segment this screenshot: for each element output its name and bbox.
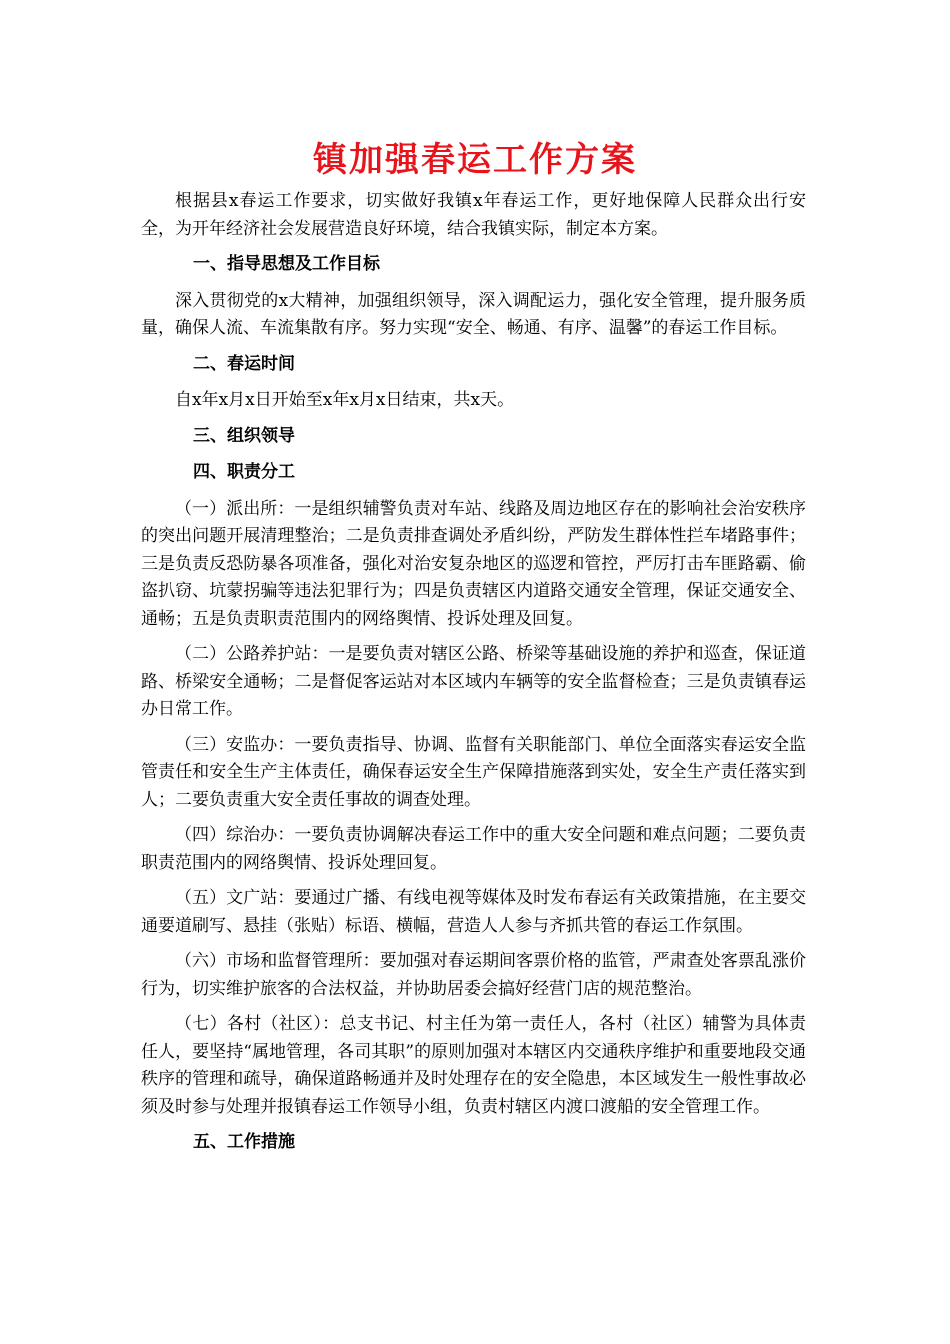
- responsibility-comprehensive-office: （四）综治办：一要负责协调解决春运工作中的重大安全问题和难点问题；二要负责职责范围内的网络舆情、投诉处理回复。: [141, 825, 806, 873]
- responsibility-villages: （七）各村（社区）：总支书记、村主任为第一责任人，各村（社区）辅警为具体责任人，要坚持“属地管理，各司其职”的原则加强对本辖区内交通秩序维护和重要地段交通秩序的管理和疏导，确保道路畅通并及时处理存在的安全隐患，本区域发生一般性事故必须及时参与处理并报镇春运工作领导小组，负责村辖区内渡口渡船的安全管理工作。: [141, 1014, 806, 1117]
- section-heading-time: 二、春运时间: [193, 353, 295, 374]
- document-body: [141, 188, 806, 1166]
- responsibility-market-supervision: （六）市场和监督管理所：要加强对春运期间客票价格的监管，严肃查处客票乱涨价行为，切实维护旅客的合法权益，并协助居委会搞好经营门店的规范整治。: [141, 951, 806, 999]
- section-heading-responsibilities: 四、职责分工: [193, 462, 295, 482]
- intro-paragraph: 根据县x春运工作要求，切实做好我镇x年春运工作，更好地保障人民群众出行安全，为开年经济社会发展营造良好环境，结合我镇实际，制定本方案。: [141, 191, 806, 239]
- responsibility-road-maintenance: （二）公路养护站：一是要负责对辖区公路、桥梁等基础设施的养护和巡查，保证道路、桥梁安全通畅；二是督促客运站对本区域内车辆等的安全监督检查；三是负责镇春运办日常工作。: [141, 644, 806, 719]
- section-paragraph: 深入贯彻党的x大精神，加强组织领导，深入调配运力，强化安全管理，提升服务质量，确保人流、车流集散有序。努力实现“安全、畅通、有序、温馨”的春运工作目标。: [141, 290, 806, 338]
- document-title: 镇加强春运工作方案: [313, 140, 637, 180]
- section-paragraph: 自x年x月x日开始至x年x月x日结束，共x天。: [175, 390, 515, 410]
- section-heading-guiding-ideology: 一、指导思想及工作目标: [193, 254, 380, 274]
- responsibility-safety-office: （三）安监办：一要负责指导、协调、监督有关职能部门、单位全面落实春运安全监管责任和安全生产主体责任，确保春运安全生产保障措施落到实处，安全生产责任落实到人；二要负责重大安全责任事故的调查处理。: [141, 734, 806, 810]
- section-heading-organization: 三、组织领导: [193, 425, 295, 446]
- section-heading-measures: 五、工作措施: [193, 1132, 295, 1152]
- responsibility-police-station: （一）派出所：一是组织辅警负责对车站、线路及周边地区存在的影响社会治安秩序的突出问题开展清理整治；二是负责排查调处矛盾纠纷，严防发生群体性拦车堵路事件；三是负责反恐防暴各项准备，强化对治安复杂地区的巡逻和管控，严厉打击车匪路霸、偷盗扒窃、坑蒙拐骗等违法犯罪行为；四是负责辖区内道路交通安全管理，保证交通安全、通畅；五是负责职责范围内的网络舆情、投诉处理及回复。: [141, 498, 806, 629]
- responsibility-culture-station: （五）文广站：要通过广播、有线电视等媒体及时发布春运有关政策措施，在主要交通要道刷写、悬挂（张贴）标语、横幅，营造人人参与齐抓共管的春运工作氛围。: [141, 888, 806, 936]
